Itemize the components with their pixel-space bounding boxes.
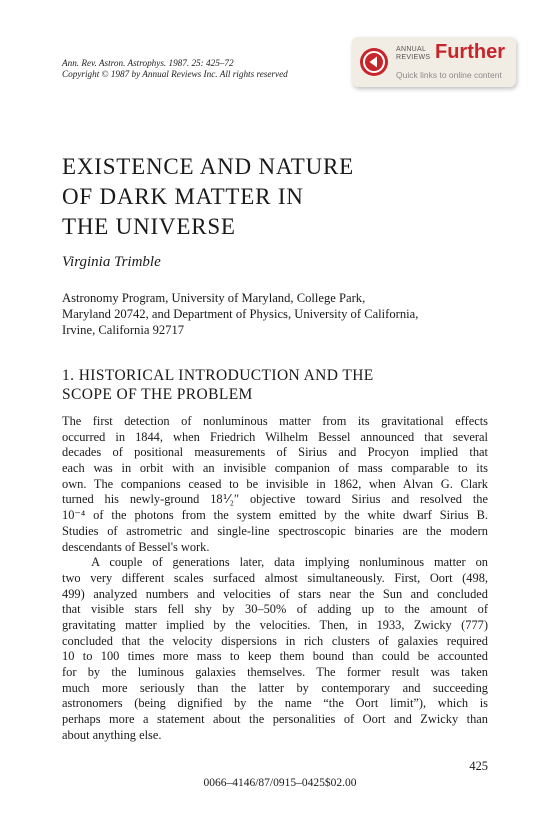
- annual-label: ANNUAL: [396, 46, 427, 53]
- text-line: own. The companions ceased to be invisible in 1862, when Alvan G. Clark: [62, 476, 488, 491]
- article-title: [62, 152, 354, 242]
- further-title: Further: [435, 41, 505, 63]
- text-line: two very different scales surfaced almost simultaneously. First, Oort (498,: [62, 570, 488, 585]
- section-heading: [62, 366, 374, 404]
- journal-citation: [62, 58, 288, 80]
- page-number: 425: [469, 759, 488, 773]
- text-line: turned his newly-ground 18⅟₂″ objective toward Sirius and resolved the: [62, 492, 488, 507]
- copyright-line: Copyright © 1987 by Annual Reviews Inc. All rights reserved: [62, 69, 288, 79]
- text-line: A couple of generations later, data implying nonluminous matter on: [62, 555, 488, 570]
- text-line: about anything else.: [62, 727, 162, 742]
- text-line: The first detection of nonluminous matter from its gravitational effects: [62, 414, 488, 428]
- annual-reviews-label: [396, 46, 430, 62]
- title-line: OF DARK MATTER IN: [62, 184, 304, 209]
- section-heading-line: 1. HISTORICAL INTRODUCTION AND THE: [62, 367, 374, 384]
- text-line: 499) analyzed numbers and velocities of stars near the Sun and concluded: [62, 586, 488, 601]
- text-line: much more seriously than the latter by contemporary and succeeding: [62, 680, 488, 695]
- text-line: each was in orbit with an invisible companion of mass comparable to its: [62, 461, 488, 476]
- text-line: that visible stars fell shy by 30–50% of adding up to the amount of: [62, 602, 488, 617]
- text-line: Studies of astrometric and single-line spectroscopic binaries are the modern: [62, 523, 488, 538]
- text-line: concluded that the velocity dispersions in rich clusters of galaxies required: [62, 633, 488, 648]
- paragraph-2: [62, 555, 488, 743]
- price-code: 0066–4146/87/0915–0425$02.00: [203, 777, 357, 789]
- affiliation-line: Irvine, California 92717: [62, 323, 185, 337]
- text-line: decades of positional measurements of Sirius and Procyon implied that: [62, 445, 488, 460]
- section-heading-line: SCOPE OF THE PROBLEM: [62, 386, 253, 403]
- text-line: gravitating matter implied by the velocities. Then, in 1933, Zwicky (777): [62, 617, 488, 632]
- paragraph-1: [62, 414, 488, 555]
- text-line: for by the luminous galaxies themselves. The former result was taken: [62, 665, 488, 679]
- journal-line: Ann. Rev. Astron. Astrophys. 1987. 25: 425–72: [62, 58, 234, 68]
- text-line: perhaps more a statement about the personalities of Oort and Zwicky than: [62, 712, 488, 727]
- text-line: 10 to 100 times more mass to keep them bound than could be accounted: [62, 649, 488, 664]
- affiliation-line: Maryland 20742, and Department of Physics, University of California,: [62, 307, 419, 321]
- title-line: THE UNIVERSE: [62, 214, 236, 239]
- text-line: descendants of Bessel's work.: [62, 539, 210, 554]
- further-subtitle: Quick links to online content: [396, 70, 502, 80]
- title-line: EXISTENCE AND NATURE: [62, 154, 354, 179]
- author-name: Virginia Trimble: [62, 254, 161, 270]
- affiliation-line: Astronomy Program, University of Maryland, College Park,: [62, 291, 366, 305]
- play-left-arrow-icon: [360, 48, 388, 76]
- text-line: occurred in 1844, when Friedrich Wilhelm Bessel announced that several: [62, 429, 488, 444]
- text-line: astronomers (being dignified by the name “the Oort limit”), which is: [62, 696, 488, 711]
- further-banner[interactable]: [352, 37, 516, 87]
- body-text: [62, 414, 488, 743]
- text-line: 10⁻⁴ of the photons from the system emitted by the white dwarf Sirius B.: [62, 508, 488, 523]
- author-affiliation: [62, 290, 418, 338]
- reviews-label: REVIEWS: [396, 54, 431, 61]
